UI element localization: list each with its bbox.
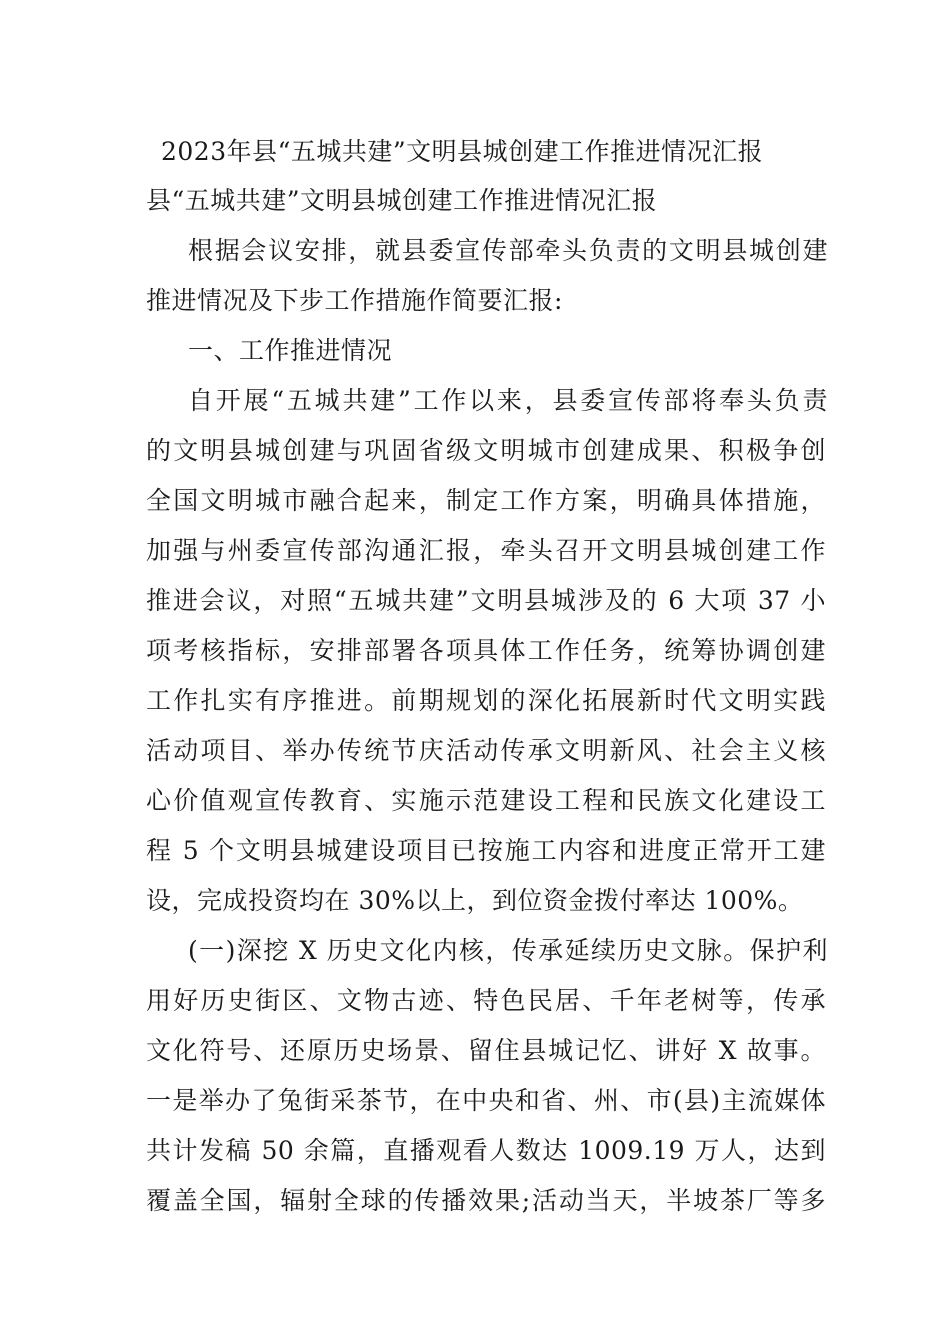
paragraph-line: 加强与州委宣传部沟通汇报，牵头召开文明县城创建工作 [146,536,826,565]
paragraph-line: 覆盖全国，辐射全球的传播效果;活动当天，半坡茶厂等多 [146,1186,826,1215]
paragraph-line: 用好历史街区、文物古迹、特色民居、千年老树等，传承 [146,986,826,1015]
document-subtitle: 县“五城共建”文明县城创建工作推进情况汇报 [146,186,658,215]
paragraph-line: 工作扎实有序推进。前期规划的深化拓展新时代文明实践 [146,686,826,715]
paragraph-line: 的文明县城创建与巩固省级文明城市创建成果、积极争创 [146,436,826,465]
paragraph-line: 程 5 个文明县城建设项目已按施工内容和进度正常开工建 [146,836,826,865]
paragraph-line: 推进情况及下步工作措施作简要汇报: [146,286,563,315]
paragraph-line: 心价值观宣传教育、实施示范建设工程和民族文化建设工 [146,786,826,815]
paragraph-line: 推进会议，对照“五城共建”文明县城涉及的 6 大项 37 小 [146,586,826,615]
paragraph-line: 设，完成投资均在 30%以上，到位资金拨付率达 100%。 [146,886,804,915]
paragraph-line: 共计发稿 50 余篇，直播观看人数达 1009.19 万人，达到 [146,1136,826,1165]
section-heading: 一、工作推进情况 [188,336,393,365]
paragraph-line: 一是举办了兔街采茶节，在中央和省、州、市(县)主流媒体 [146,1086,826,1115]
paragraph-line: 项考核指标，安排部署各项具体工作任务，统筹协调创建 [146,636,826,665]
paragraph-line: 文化符号、还原历史场景、留住县城记忆、讲好 X 故事。 [146,1036,826,1065]
paragraph-line: 活动项目、举办传统节庆活动传承文明新风、社会主义核 [146,736,826,765]
paragraph-line: 自开展“五城共建”工作以来，县委宣传部将奉头负责 [188,386,828,415]
paragraph-line: (一)深挖 X 历史文化内核，传承延续历史文脉。保护利 [188,936,828,965]
paragraph-line: 全国文明城市融合起来，制定工作方案，明确具体措施， [146,486,826,515]
document-title: 2023年县“五城共建”文明县城创建工作推进情况汇报 [161,137,764,166]
paragraph-line: 根据会议安排，就县委宣传部牵头负责的文明县城创建 [188,236,828,265]
